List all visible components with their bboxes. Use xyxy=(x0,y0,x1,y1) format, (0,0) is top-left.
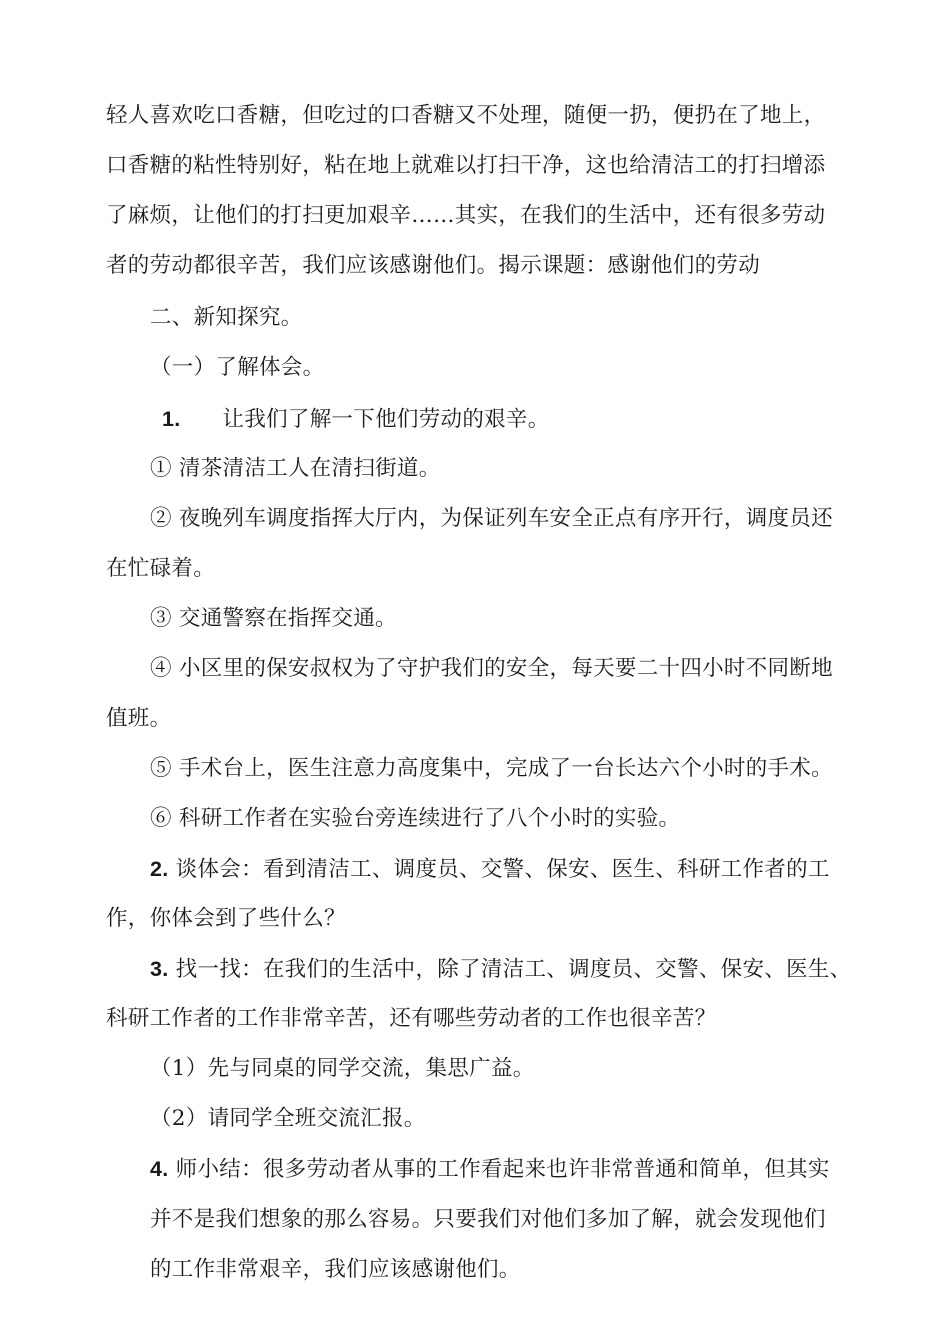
item-1 xyxy=(162,404,550,435)
item-4-number: 4. xyxy=(150,1157,169,1181)
scene-6: ⑥ 科研工作者在实验台旁连续进行了八个小时的实验。 xyxy=(150,806,681,831)
item-4-line-2: 并不是我们想象的那么容易。只要我们对他们多加了解，就会发现他们 xyxy=(150,1207,826,1232)
item-3-line-2: 科研工作者的工作非常辛苦，还有哪些劳动者的工作也很辛苦？ xyxy=(106,1006,717,1031)
scene-5: ⑤ 手术台上，医生注意力高度集中，完成了一台长达六个小时的手术。 xyxy=(150,756,833,781)
item-3-sub-2: （2）请同学全班交流汇报。 xyxy=(150,1106,426,1131)
scene-3: ③ 交通警察在指挥交通。 xyxy=(150,606,397,631)
scene-2-line-2: 在忙碌着。 xyxy=(106,556,216,581)
item-4-line-1 xyxy=(150,1154,830,1185)
section-heading: 二、新知探究。 xyxy=(150,305,303,330)
scene-4-line-2: 值班。 xyxy=(106,706,172,731)
item-3-sub-1: （1）先与同桌的同学交流，集思广益。 xyxy=(150,1056,535,1081)
subsection-heading: （一）了解体会。 xyxy=(150,355,325,380)
item-3-number: 3. xyxy=(150,957,169,981)
scene-1: ① 清茶清洁工人在清扫街道。 xyxy=(150,456,441,481)
intro-line-3: 了麻烦，让他们的打扫更加艰辛……其实，在我们的生活中，还有很多劳动 xyxy=(106,203,826,228)
intro-line-4: 者的劳动都很辛苦，我们应该感谢他们。揭示课题：感谢他们的劳动 xyxy=(106,253,761,278)
scene-4-line-1: ④ 小区里的保安叔权为了守护我们的安全，每天要二十四小时不同断地 xyxy=(150,656,833,681)
item-1-text: 让我们了解一下他们劳动的艰辛。 xyxy=(222,407,550,432)
item-3-text: 找一找：在我们的生活中，除了清洁工、调度员、交警、保安、医生、 xyxy=(175,957,852,982)
intro-line-1: 轻人喜欢吃口香糖，但吃过的口香糖又不处理，随便一扔，便扔在了地上， xyxy=(106,103,826,128)
scene-2-line-1: ② 夜晚列车调度指挥大厅内，为保证列车安全正点有序开行，调度员还 xyxy=(150,506,833,531)
intro-line-2: 口香糖的粘性特别好，粘在地上就难以打扫干净，这也给清洁工的打扫增添 xyxy=(106,153,826,178)
item-2-number: 2. xyxy=(150,857,169,881)
item-1-number: 1. xyxy=(162,407,181,431)
item-2-line-2: 作，你体会到了些什么？ xyxy=(106,906,346,931)
item-4-line-3: 的工作非常艰辛，我们应该感谢他们。 xyxy=(150,1257,521,1282)
item-2-text: 谈体会：看到清洁工、调度员、交警、保安、医生、科研工作者的工 xyxy=(175,857,830,882)
item-3-line-1 xyxy=(150,954,851,985)
item-2-line-1 xyxy=(150,854,830,885)
item-4-text: 师小结：很多劳动者从事的工作看起来也许非常普通和简单，但其实 xyxy=(175,1157,830,1182)
